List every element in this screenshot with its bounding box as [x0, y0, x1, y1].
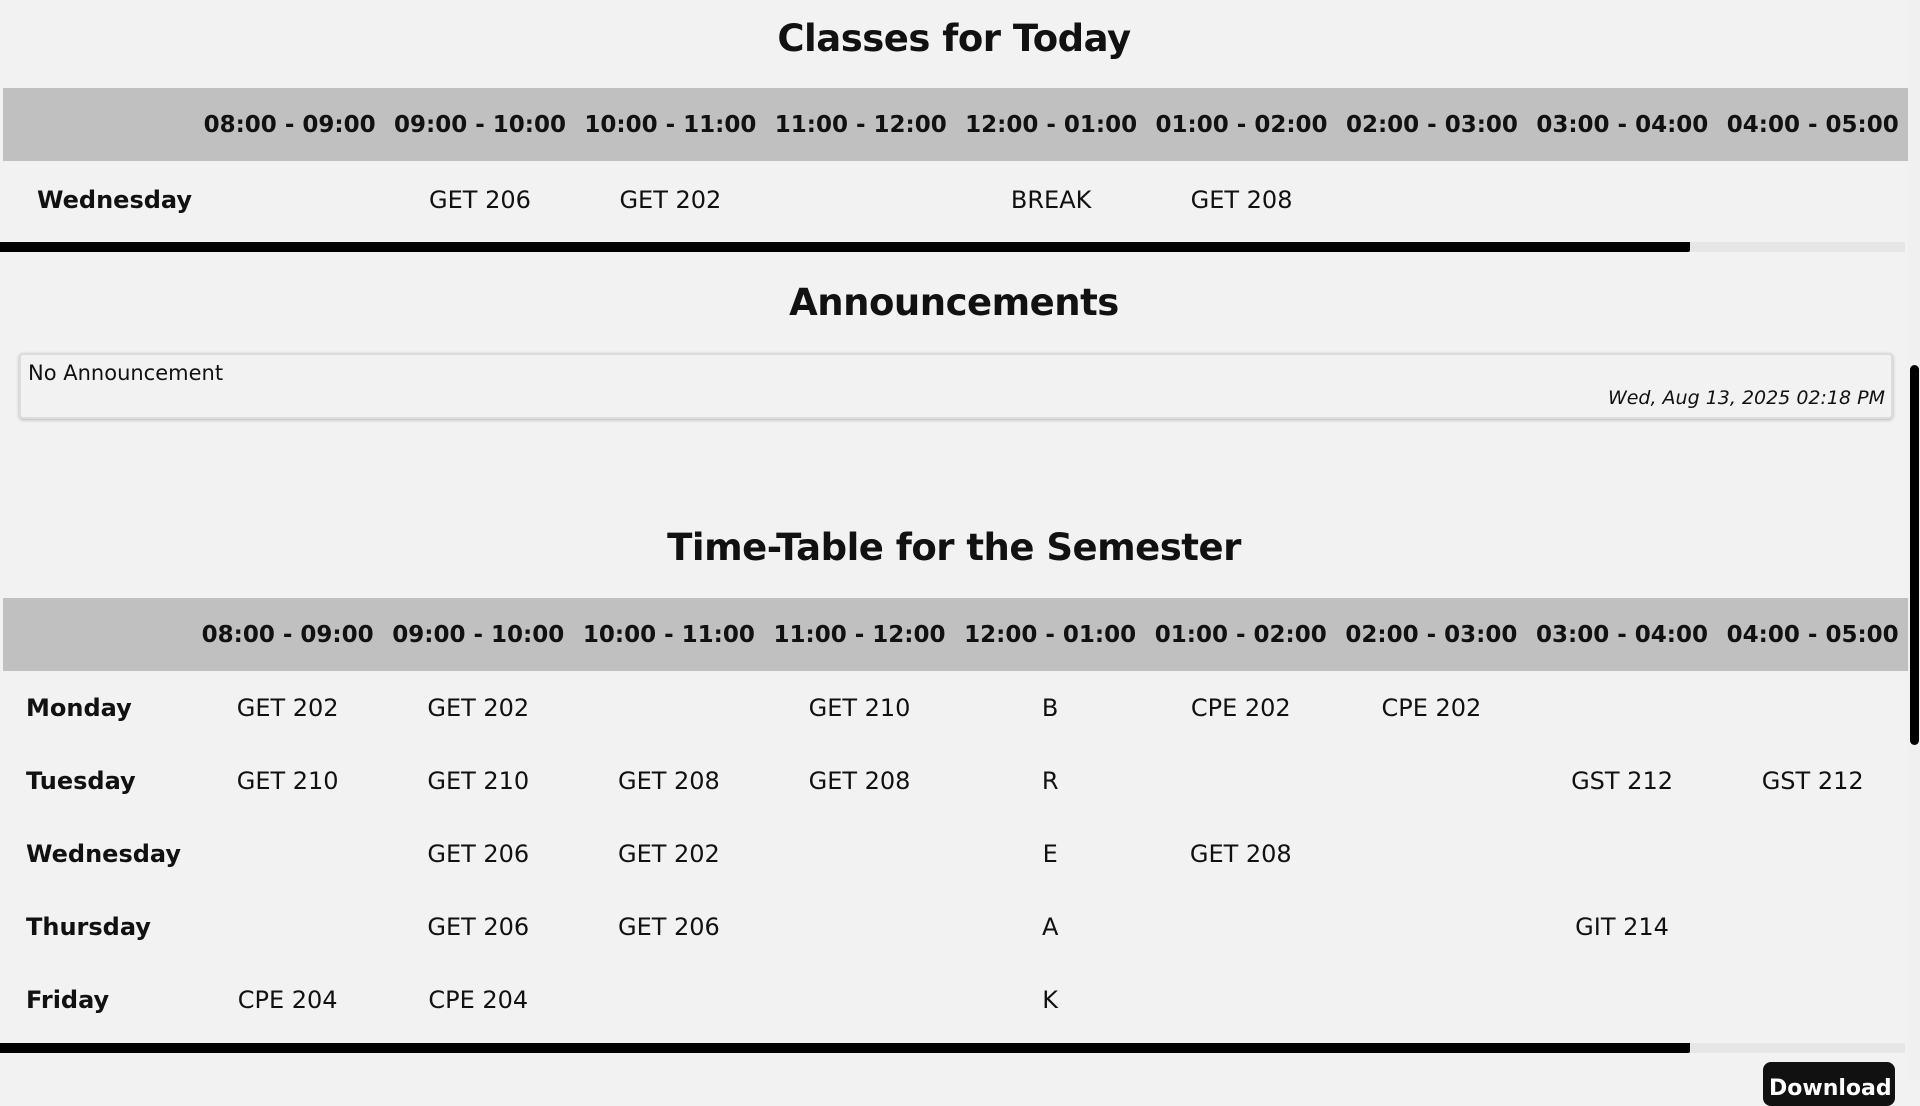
time-slot-header: 03:00 - 04:00: [1536, 111, 1709, 138]
semester-title: Time-Table for the Semester: [667, 526, 1241, 569]
download-button[interactable]: Download: [1763, 1062, 1895, 1106]
time-slot-header: 02:00 - 03:00: [1345, 111, 1518, 138]
class-cell: [192, 817, 383, 890]
class-cell: GET 208: [808, 766, 911, 795]
class-cell: [1145, 963, 1336, 1036]
class-cell: [1717, 963, 1908, 1036]
day-label: Wednesday: [26, 839, 182, 868]
class-cell: [1145, 890, 1336, 963]
time-slot-header: 11:00 - 12:00: [773, 621, 946, 648]
class-cell: [1336, 963, 1527, 1036]
time-slot-header: 10:00 - 11:00: [584, 111, 757, 138]
table-row: [3, 744, 1908, 817]
class-cell: GET 206: [427, 912, 530, 941]
time-slot-header: 04:00 - 05:00: [1726, 111, 1899, 138]
today-scrollbar-thumb[interactable]: [0, 242, 1690, 252]
class-cell: [1336, 744, 1527, 817]
class-cell: [1336, 817, 1527, 890]
class-cell: [1717, 817, 1908, 890]
class-cell: [1527, 161, 1717, 239]
class-cell: [766, 161, 956, 239]
class-cell: GET 210: [808, 693, 911, 722]
class-cell: GET 202: [617, 839, 720, 868]
class-cell: R: [1041, 766, 1059, 795]
table-row: [3, 817, 1908, 890]
class-cell: B: [1041, 693, 1059, 722]
class-cell: [1145, 744, 1336, 817]
class-cell: GET 210: [236, 766, 339, 795]
class-cell: A: [1041, 912, 1059, 941]
announcement-date: Wed, Aug 13, 2025 02:18 PM: [1607, 387, 1885, 409]
semester-table: [3, 598, 1908, 1036]
class-cell: [1336, 890, 1527, 963]
class-cell: CPE 202: [1190, 693, 1291, 722]
table-row: [3, 671, 1908, 744]
announcements-title: Announcements: [789, 281, 1119, 324]
today-horizontal-scrollbar[interactable]: [0, 242, 1905, 252]
day-label: Thursday: [26, 912, 151, 941]
header-corner-cell: [3, 598, 192, 671]
semester-header-row: [3, 598, 1908, 671]
class-cell: GET 208: [1189, 839, 1292, 868]
time-slot-header: 02:00 - 03:00: [1345, 621, 1518, 648]
class-cell: [1527, 671, 1718, 744]
class-cell: GET 202: [236, 693, 339, 722]
semester-table-scroller[interactable]: [3, 598, 1908, 1036]
announcement-card: [19, 353, 1893, 419]
table-row: [3, 890, 1908, 963]
time-slot-header: 04:00 - 05:00: [1726, 621, 1899, 648]
today-header-row: [3, 88, 1908, 161]
class-cell: GET 206: [617, 912, 720, 941]
class-cell: [1527, 817, 1718, 890]
table-row: [3, 161, 1908, 239]
today-table-scroller[interactable]: [3, 88, 1908, 239]
class-cell: [574, 671, 765, 744]
time-slot-header: 08:00 - 09:00: [201, 621, 374, 648]
page-vertical-scrollbar[interactable]: [1908, 0, 1920, 1080]
time-slot-header: 03:00 - 04:00: [1536, 621, 1709, 648]
day-label: Wednesday: [37, 186, 193, 214]
time-slot-header: 01:00 - 02:00: [1154, 621, 1327, 648]
time-slot-header: 12:00 - 01:00: [965, 111, 1138, 138]
day-label: Tuesday: [26, 766, 136, 795]
header-corner-cell: [3, 88, 194, 161]
class-cell: [764, 963, 955, 1036]
class-cell: GST 212: [1571, 766, 1673, 795]
class-cell: GET 206: [427, 839, 530, 868]
class-cell: GET 210: [427, 766, 530, 795]
time-slot-header: 09:00 - 10:00: [393, 111, 566, 138]
day-label: Monday: [26, 693, 132, 722]
time-slot-header: 12:00 - 01:00: [964, 621, 1137, 648]
class-cell: CPE 204: [428, 985, 529, 1014]
semester-horizontal-scrollbar[interactable]: [0, 1043, 1905, 1053]
class-cell: [1527, 963, 1718, 1036]
class-cell: GET 202: [427, 693, 530, 722]
time-slot-header: 10:00 - 11:00: [582, 621, 755, 648]
class-cell: [192, 890, 383, 963]
class-cell: GET 206: [429, 186, 531, 214]
class-cell: GIT 214: [1575, 912, 1669, 941]
class-cell: [1718, 161, 1908, 239]
class-cell: [1717, 890, 1908, 963]
class-cell: GET 202: [619, 186, 722, 214]
table-row: [3, 963, 1908, 1036]
today-table: [3, 88, 1908, 239]
class-cell: [764, 890, 955, 963]
class-cell: BREAK: [1010, 186, 1092, 214]
time-slot-header: 01:00 - 02:00: [1155, 111, 1328, 138]
page-scrollbar-thumb[interactable]: [1910, 365, 1919, 745]
day-label: Friday: [26, 985, 110, 1014]
class-cell: [574, 963, 765, 1036]
class-cell: [1337, 161, 1527, 239]
class-cell: E: [1042, 839, 1058, 868]
class-cell: GET 208: [617, 766, 720, 795]
class-cell: GET 208: [1190, 186, 1293, 214]
class-cell: [1717, 671, 1908, 744]
class-cell: [764, 817, 955, 890]
time-slot-header: 11:00 - 12:00: [774, 111, 947, 138]
time-slot-header: 08:00 - 09:00: [203, 111, 376, 138]
announcement-text: No Announcement: [28, 361, 224, 385]
semester-scrollbar-thumb[interactable]: [0, 1043, 1690, 1053]
today-title: Classes for Today: [777, 17, 1131, 60]
class-cell: GST 212: [1761, 766, 1864, 795]
class-cell: [194, 161, 384, 239]
class-cell: CPE 202: [1381, 693, 1482, 722]
class-cell: CPE 204: [237, 985, 338, 1014]
time-slot-header: 09:00 - 10:00: [392, 621, 565, 648]
class-cell: K: [1042, 985, 1059, 1014]
